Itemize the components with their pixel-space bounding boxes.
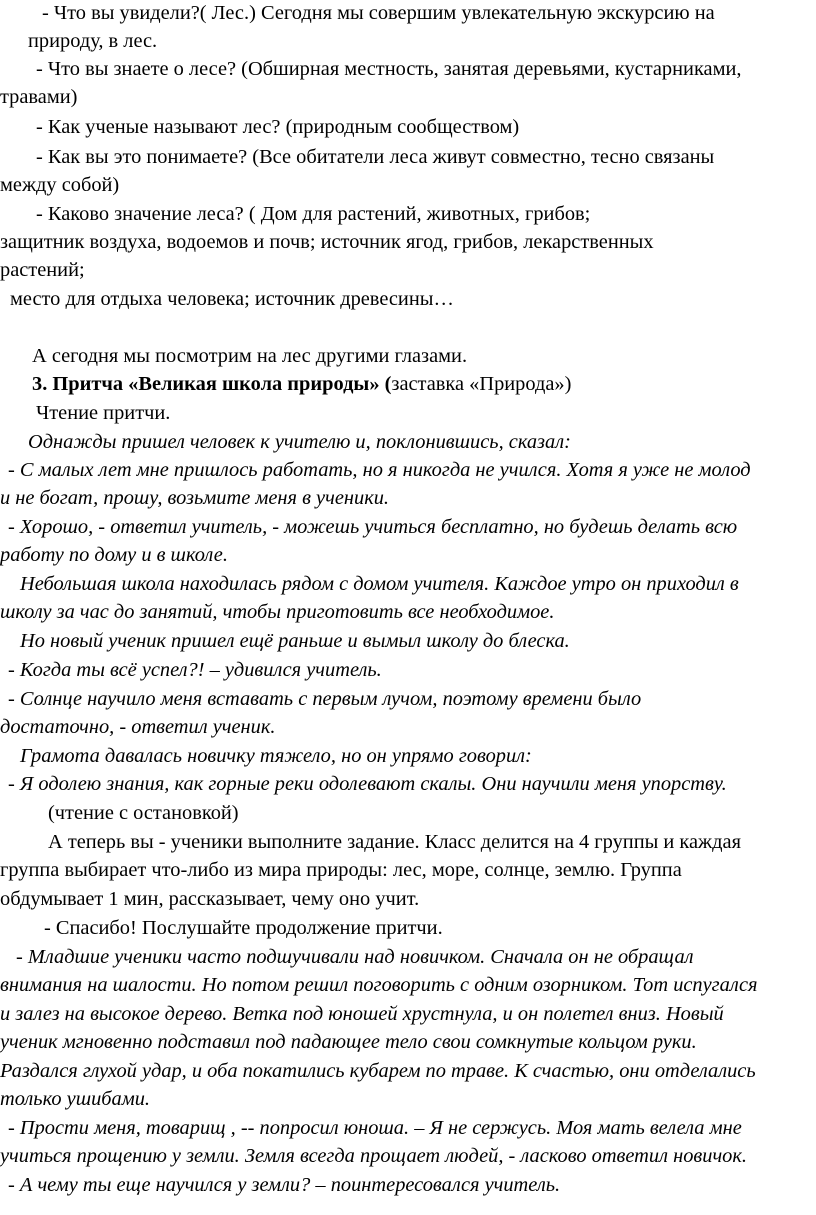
text-line: - Спасибо! Послушайте продолжение притчи.	[44, 917, 443, 939]
parable-line: работу по дому и в школе.	[0, 544, 228, 566]
text-line: природу, в лес.	[28, 30, 158, 52]
parable-line: учиться прощению у земли. Земля всегда прощает людей, - ласково ответил новичок.	[0, 1145, 748, 1167]
parable-line: школу за час до занятий, чтобы приготовить все необходимое.	[0, 601, 555, 623]
parable-line: - А чему ты еще научился у земли? – поинтересовался учитель.	[8, 1174, 561, 1196]
text-line: - Каково значение леса? ( Дом для растений, животных, грибов;	[36, 203, 591, 225]
text-line: А сегодня мы посмотрим на лес другими глазами.	[32, 345, 468, 367]
text-line: Чтение притчи.	[36, 402, 171, 424]
text-line: защитник воздуха, водоемов и почв; источник ягод, грибов, лекарственных	[0, 231, 654, 253]
parable-line: Раздался глухой удар, и оба покатились кубарем по траве. К счастью, они отделались	[0, 1060, 756, 1082]
parable-line: - Солнце научило меня вставать с первым лучом, поэтому времени было	[8, 688, 642, 710]
parable-line: Однажды пришел человек к учителю и, поклонившись, сказал:	[28, 431, 571, 453]
section-heading-note: заставка «Природа»)	[391, 373, 572, 395]
text-line: - Как вы это понимаете? (Все обитатели леса живут совместно, тесно связаны	[36, 146, 715, 168]
text-line: А теперь вы - ученики выполните задание. Класс делится на 4 группы и каждая	[48, 831, 741, 853]
parable-line: Но новый ученик пришел ещё раньше и вымыл школу до блеска.	[20, 630, 570, 652]
parable-line: внимания на шалости. Но потом решил поговорить с одним озорником. Тот испугался	[0, 974, 758, 996]
text-line: - Что вы знаете о лесе? (Обширная местность, занятая деревьями, кустарниками,	[36, 58, 742, 80]
text-line: - Как ученые называют лес? (природным сообществом)	[36, 116, 520, 138]
text-line: травами)	[0, 86, 78, 108]
parable-line: - Прости меня, товарищ , -- попросил юноша. – Я не сержусь. Моя мать велела мне	[8, 1117, 742, 1139]
parable-line: и залез на высокое дерево. Ветка под юношей хрустнула, и он полетел вниз. Новый	[0, 1003, 724, 1025]
parable-line: и не богат, прошу, возьмите меня в ученики.	[0, 487, 390, 509]
text-line: группа выбирает что-либо из мира природы: лес, море, солнце, землю. Группа	[0, 859, 682, 881]
parable-line: - Младшие ученики часто подшучивали над новичком. Сначала он не обращал	[16, 946, 694, 968]
parable-line: только ушибами.	[0, 1088, 151, 1110]
text-line: обдумывает 1 мин, рассказывает, чему оно учит.	[0, 888, 420, 910]
parable-line: - Я одолею знания, как горные реки одолевают скалы. Они научили меня упорству.	[8, 773, 727, 795]
parable-line: - С малых лет мне пришлось работать, но я никогда не учился. Хотя я уже не молод	[8, 459, 751, 481]
section-heading	[32, 371, 812, 398]
parable-line: Небольшая школа находилась рядом с домом учителя. Каждое утро он приходил в	[20, 573, 739, 595]
parable-line: - Хорошо, - ответил учитель, - можешь учиться бесплатно, но будешь делать всю	[8, 516, 738, 538]
text-line: (чтение с остановкой)	[48, 802, 239, 824]
parable-line: Грамота давалась новичку тяжело, но он упрямо говорил:	[20, 745, 532, 767]
text-line: между собой)	[0, 174, 120, 196]
section-heading-title: 3. Притча «Великая школа природы» (	[32, 373, 392, 395]
text-line: место для отдыха человека; источник древесины…	[10, 288, 454, 310]
parable-line: ученик мгновенно подставил под падающее тело свои сомкнутые кольцом руки.	[0, 1031, 697, 1053]
parable-line: - Когда ты всё успел?! – удивился учитель.	[8, 659, 382, 681]
text-line: растений;	[0, 259, 85, 281]
parable-line: достаточно, - ответил ученик.	[0, 716, 276, 738]
text-line: - Что вы увидели?( Лес.) Сегодня мы совершим увлекательную экскурсию на	[42, 2, 715, 24]
